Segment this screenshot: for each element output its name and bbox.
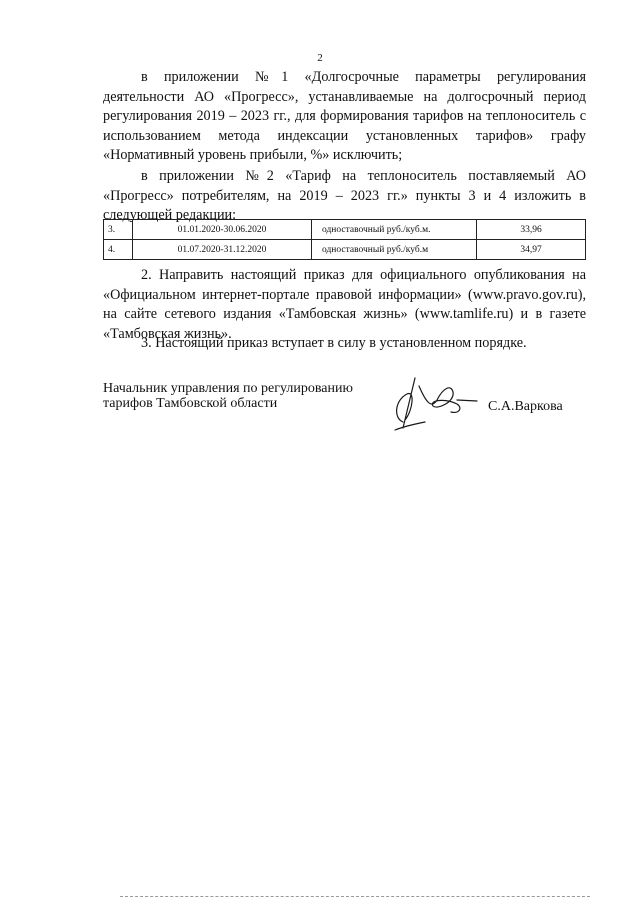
signatory-title-line-2: тарифов Тамбовской области [103, 396, 278, 411]
footer-scan-artifact [120, 896, 590, 898]
row-tariff-type: одноставочный руб./куб.м [312, 240, 477, 260]
row-period: 01.01.2020-30.06.2020 [133, 220, 312, 240]
paragraph-publication: 2. Направить настоящий приказ для официального опубликования на «Официальном интернет-портале правовой информации» (www.pravo.gov.ru), на сайте сетевого издания «Тамбовская жизнь» (www.tamlife.ru) и в газете «Тамбовская жизнь». [103, 267, 586, 342]
tariff-table [103, 219, 586, 260]
row-number: 4. [104, 240, 133, 260]
row-tariff-type: одноставочный руб./куб.м. [312, 220, 477, 240]
paragraph-entry-into-force: 3. Настоящий приказ вступает в силу в установленном порядке. [141, 335, 527, 351]
signatory-title [103, 381, 353, 411]
signatory-name: С.А.Варкова [488, 399, 563, 414]
handwritten-signature [385, 370, 485, 440]
row-value: 34,97 [477, 240, 586, 260]
row-value: 33,96 [477, 220, 586, 240]
row-period: 01.07.2020-31.12.2020 [133, 240, 312, 260]
paragraph-appendix-2: в приложении №2 «Тариф на теплоноситель поставляемый АО «Прогресс» потребителям, на 2019 – 2023 гг.» пункты 3 и 4 изложить в следующей редакции: [103, 168, 586, 223]
page-number: 2 [317, 52, 323, 64]
table-row [104, 240, 586, 260]
row-number: 3. [104, 220, 133, 240]
table-row [104, 220, 586, 240]
signatory-title-line-1: Начальник управления по регулированию [103, 381, 353, 396]
paragraph-appendix-1: в приложении №1 «Долгосрочные параметры регулирования деятельности АО «Прогресс», устанавливаемые на долгосрочный период регулирования 2019 – 2023 гг., для формирования тарифов на теплоноситель с использованием метода индексации установленных тарифов» графу «Нормативный уровень прибыли, %» исключить; [103, 69, 586, 163]
